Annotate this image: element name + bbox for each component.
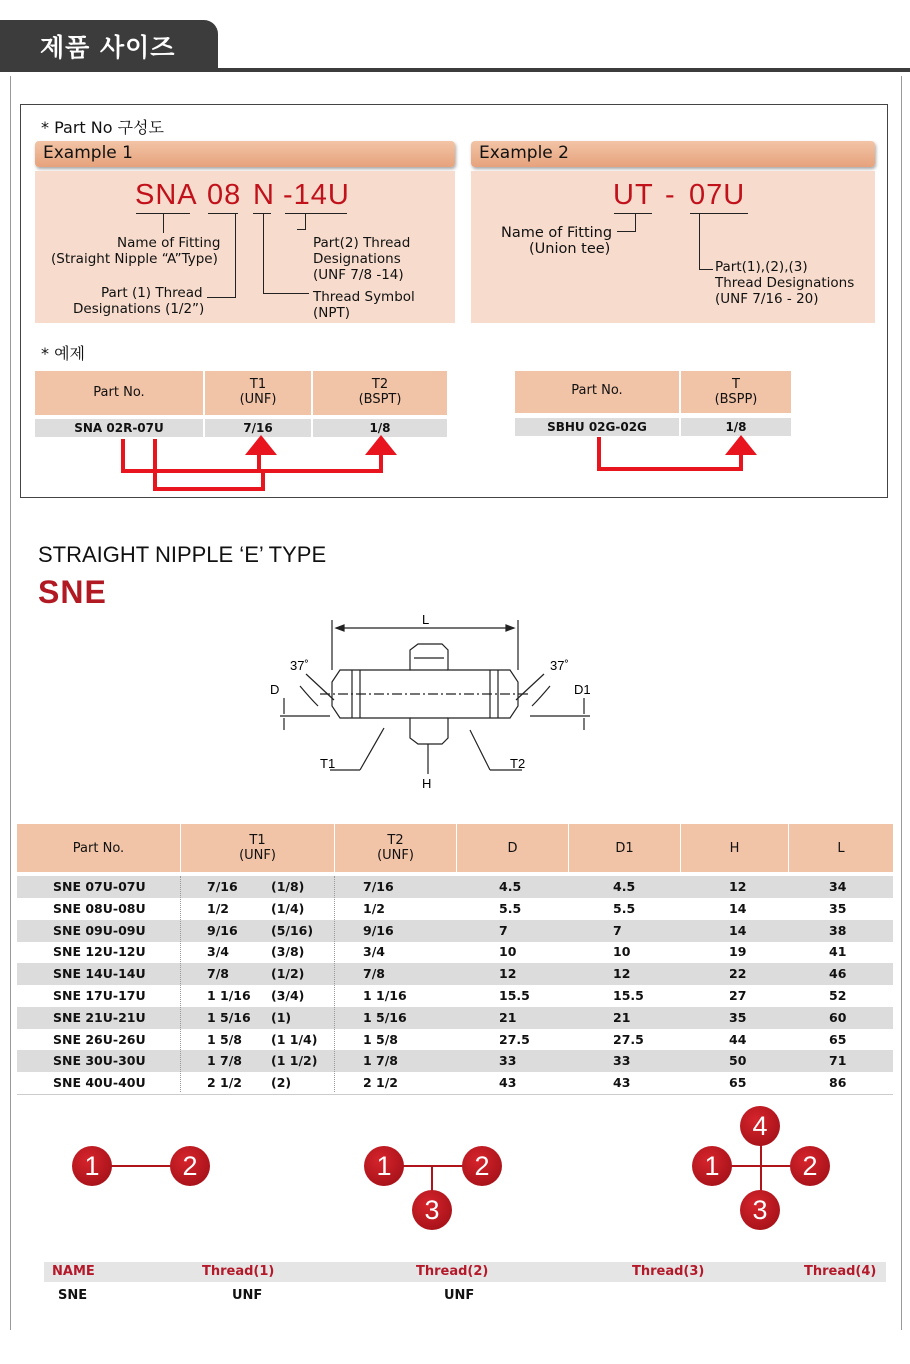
cell-h: 44 — [729, 1031, 747, 1047]
cell-l: 35 — [829, 900, 847, 916]
cell-d1: 33 — [613, 1053, 631, 1069]
thread-col-3: Thread(3) — [632, 1264, 705, 1279]
cell-l: 38 — [829, 922, 847, 938]
code-n: N — [253, 179, 275, 211]
product-title: STRAIGHT NIPPLE ‘E’ TYPE — [38, 542, 327, 567]
thread-table-header — [44, 1262, 886, 1282]
cell-part: SNE 09U-09U — [53, 922, 146, 938]
dim-d: D — [270, 682, 280, 697]
cell-t1b: (1/4) — [271, 900, 305, 916]
cell-t2: 2 1/2 — [363, 1075, 399, 1091]
cell-t1b: (1 1/4) — [271, 1031, 318, 1047]
part-no-box — [20, 104, 888, 498]
cell-l: 65 — [829, 1031, 847, 1047]
cell-t2: 7/16 — [363, 879, 394, 894]
example1-panel — [35, 171, 455, 323]
cell-d1: 12 — [613, 966, 631, 982]
thread-symbol-label: Thread Symbol — [313, 289, 415, 305]
size-table-header — [17, 824, 893, 872]
fitting-drawing — [260, 606, 600, 796]
cell-h: 22 — [729, 966, 747, 982]
table-row — [17, 898, 893, 920]
cell-h: 14 — [729, 922, 747, 938]
mini2-header-part: Part No. — [515, 371, 679, 413]
part-thread-label-2: Part(1),(2),(3) — [715, 259, 808, 275]
cell-h: 65 — [729, 1075, 747, 1091]
cell-d1: 27.5 — [613, 1031, 644, 1047]
name-of-fitting-sub: (Straight Nipple “A”Type) — [51, 251, 218, 267]
cell-l: 46 — [829, 966, 847, 982]
product-code: SNE — [38, 574, 107, 610]
code-08: 08 — [207, 179, 242, 211]
cell-l: 52 — [829, 988, 847, 1003]
port-1-badge: 1 — [364, 1146, 404, 1186]
part2-thread-spec: (UNF 7/8 -14) — [313, 267, 404, 283]
part1-thread-label: Part (1) Thread — [101, 285, 203, 301]
mini1-header-t1: T1 (UNF) — [205, 371, 311, 415]
mini2-t: 1/8 — [681, 418, 791, 436]
dim-angle-right: 37˚ — [550, 658, 569, 673]
cell-d1: 4.5 — [613, 879, 636, 894]
cell-t1: 1/2 — [207, 900, 229, 916]
arrow-up-icon — [725, 435, 757, 455]
code-07u: 07U — [689, 179, 746, 211]
part1-thread-sub: Designations (1/2”) — [73, 301, 205, 317]
cell-t2: 3/4 — [363, 944, 385, 960]
cell-t1b: (1/2) — [271, 966, 305, 982]
port-3-badge: 3 — [412, 1190, 452, 1230]
port-4-badge: 4 — [740, 1106, 780, 1146]
table-row — [17, 1072, 893, 1094]
dim-l: L — [422, 612, 430, 627]
dim-d1: D1 — [574, 682, 591, 697]
col-part: Part No. — [17, 824, 181, 872]
part2-thread-label: Part(2) Thread — [313, 235, 411, 251]
cell-d1: 10 — [613, 944, 631, 960]
cell-t1: 1 5/16 — [207, 1009, 251, 1025]
cell-d: 33 — [499, 1053, 517, 1069]
code-sna: SNA — [135, 179, 198, 211]
port-2-badge: 2 — [790, 1146, 830, 1186]
cell-l: 86 — [829, 1075, 847, 1091]
cell-t1b: (3/8) — [271, 944, 305, 960]
code-ut: UT — [613, 179, 654, 211]
example2-label: Example 2 — [471, 141, 875, 167]
cell-t1: 1 5/8 — [207, 1031, 243, 1047]
example2-panel — [471, 171, 875, 323]
code-dash: - — [665, 179, 676, 211]
col-d: D — [457, 824, 569, 872]
mini1-part: SNA 02R-07U — [35, 419, 203, 437]
cell-t1b: (2) — [271, 1075, 292, 1091]
cell-d1: 43 — [613, 1075, 631, 1091]
cell-part: SNE 21U-21U — [53, 1009, 146, 1025]
example-heading: * 예제 — [41, 344, 85, 363]
example1-label: Example 1 — [35, 141, 455, 167]
dim-t1: T1 — [320, 756, 336, 771]
cell-t2: 1 5/16 — [363, 1009, 407, 1025]
cell-t2: 1/2 — [363, 900, 385, 916]
cell-d: 5.5 — [499, 900, 522, 916]
port-1-badge: 1 — [692, 1146, 732, 1186]
thread-symbol-sub: (NPT) — [313, 305, 351, 321]
thread-col-2: Thread(2) — [416, 1264, 489, 1279]
col-t2: T2 (UNF) — [335, 824, 457, 872]
cell-d: 12 — [499, 966, 517, 982]
thread-col-1: Thread(1) — [202, 1264, 275, 1279]
cell-t1: 7/8 — [207, 966, 229, 982]
cell-t1b: (5/16) — [271, 922, 314, 938]
cell-part: SNE 40U-40U — [53, 1075, 146, 1091]
cell-part: SNE 12U-12U — [53, 944, 146, 960]
table-row — [17, 1050, 893, 1072]
cell-part: SNE 07U-07U — [53, 879, 146, 894]
cell-t1: 1 1/16 — [207, 988, 251, 1003]
arrow-up-icon — [365, 435, 397, 455]
cell-h: 50 — [729, 1053, 747, 1069]
cell-part: SNE 14U-14U — [53, 966, 146, 982]
cell-d: 4.5 — [499, 879, 522, 894]
mini1-t2: 1/8 — [313, 419, 447, 437]
cell-d1: 5.5 — [613, 900, 636, 916]
cell-part: SNE 08U-08U — [53, 900, 146, 916]
cell-part: SNE 30U-30U — [53, 1053, 146, 1069]
mini1-header-part: Part No. — [35, 371, 203, 415]
cell-l: 34 — [829, 879, 847, 894]
part2-thread-sub: Designations — [313, 251, 401, 267]
cell-t2: 9/16 — [363, 922, 394, 938]
section-tab — [0, 20, 218, 68]
table-row — [17, 1029, 893, 1051]
mini1-header-t2: T2 (BSPT) — [313, 371, 447, 415]
cell-d1: 15.5 — [613, 988, 644, 1003]
table-row — [17, 963, 893, 985]
section-title: 제품 사이즈 — [40, 33, 176, 62]
cell-t1b: (1 1/2) — [271, 1053, 318, 1069]
mini2-part: SBHU 02G-02G — [515, 418, 679, 436]
cell-h: 27 — [729, 988, 747, 1003]
table-row — [17, 876, 893, 898]
thread-col-name: NAME — [52, 1264, 95, 1279]
col-t1: T1 (UNF) — [181, 824, 335, 872]
table-row — [17, 920, 893, 942]
cell-t2: 1 1/16 — [363, 988, 407, 1003]
cell-h: 14 — [729, 900, 747, 916]
mini2-header-t: T (BSPP) — [681, 371, 791, 413]
table-row — [17, 941, 893, 963]
name-of-fitting-label: Name of Fitting — [117, 235, 221, 251]
cell-t1: 1 7/8 — [207, 1053, 243, 1069]
cell-t1b: (1/8) — [271, 879, 305, 894]
dim-t2: T2 — [510, 756, 526, 771]
cell-h: 12 — [729, 879, 747, 894]
thread-row-name: SNE — [58, 1288, 88, 1303]
cell-h: 19 — [729, 944, 747, 960]
thread-row-t1: UNF — [232, 1288, 263, 1303]
arrow-up-icon — [245, 435, 277, 455]
mini1-t1: 7/16 — [205, 419, 311, 437]
col-d1: D1 — [569, 824, 681, 872]
cell-t2: 1 7/8 — [363, 1053, 399, 1069]
cell-t2: 7/8 — [363, 966, 385, 982]
cell-d: 10 — [499, 944, 517, 960]
part-no-heading: * Part No 구성도 — [41, 118, 164, 137]
cell-t1: 9/16 — [207, 922, 238, 938]
cell-t1: 3/4 — [207, 944, 229, 960]
cell-d1: 7 — [613, 922, 622, 938]
cell-d1: 21 — [613, 1009, 631, 1025]
table-row — [17, 1007, 893, 1029]
cell-t2: 1 5/8 — [363, 1031, 399, 1047]
cell-h: 35 — [729, 1009, 747, 1025]
cell-l: 60 — [829, 1009, 847, 1025]
port-2-badge: 2 — [462, 1146, 502, 1186]
part-thread-sub-2: Thread Designations — [715, 275, 855, 291]
name-of-fitting-label-2: Name of Fitting — [501, 225, 613, 241]
cell-part: SNE 17U-17U — [53, 988, 146, 1003]
port-1-badge: 1 — [72, 1146, 112, 1186]
col-l: L — [837, 840, 845, 856]
cell-d: 7 — [499, 922, 508, 938]
part-thread-spec-2: (UNF 7/16 - 20) — [715, 291, 819, 307]
thread-row-t2: UNF — [444, 1288, 475, 1303]
thread-col-4: Thread(4) — [804, 1264, 877, 1279]
port-3-badge: 3 — [740, 1190, 780, 1230]
cell-t1b: (3/4) — [271, 988, 305, 1003]
code-14u: -14U — [283, 179, 350, 211]
cell-t1: 7/16 — [207, 879, 238, 894]
dim-angle-left: 37˚ — [290, 658, 309, 673]
port-2-badge: 2 — [170, 1146, 210, 1186]
name-of-fitting-sub-2: (Union tee) — [529, 241, 611, 257]
cell-d: 43 — [499, 1075, 517, 1091]
cell-l: 41 — [829, 944, 847, 960]
cell-part: SNE 26U-26U — [53, 1031, 146, 1047]
cell-t1: 2 1/2 — [207, 1075, 243, 1091]
col-h: H — [681, 824, 789, 872]
cell-l: 71 — [829, 1053, 847, 1069]
cell-d: 15.5 — [499, 988, 530, 1003]
table-row — [17, 985, 893, 1007]
cell-d: 27.5 — [499, 1031, 530, 1047]
section-divider — [0, 68, 910, 72]
cell-t1b: (1) — [271, 1009, 292, 1025]
cell-d: 21 — [499, 1009, 517, 1025]
dim-h: H — [422, 776, 432, 791]
